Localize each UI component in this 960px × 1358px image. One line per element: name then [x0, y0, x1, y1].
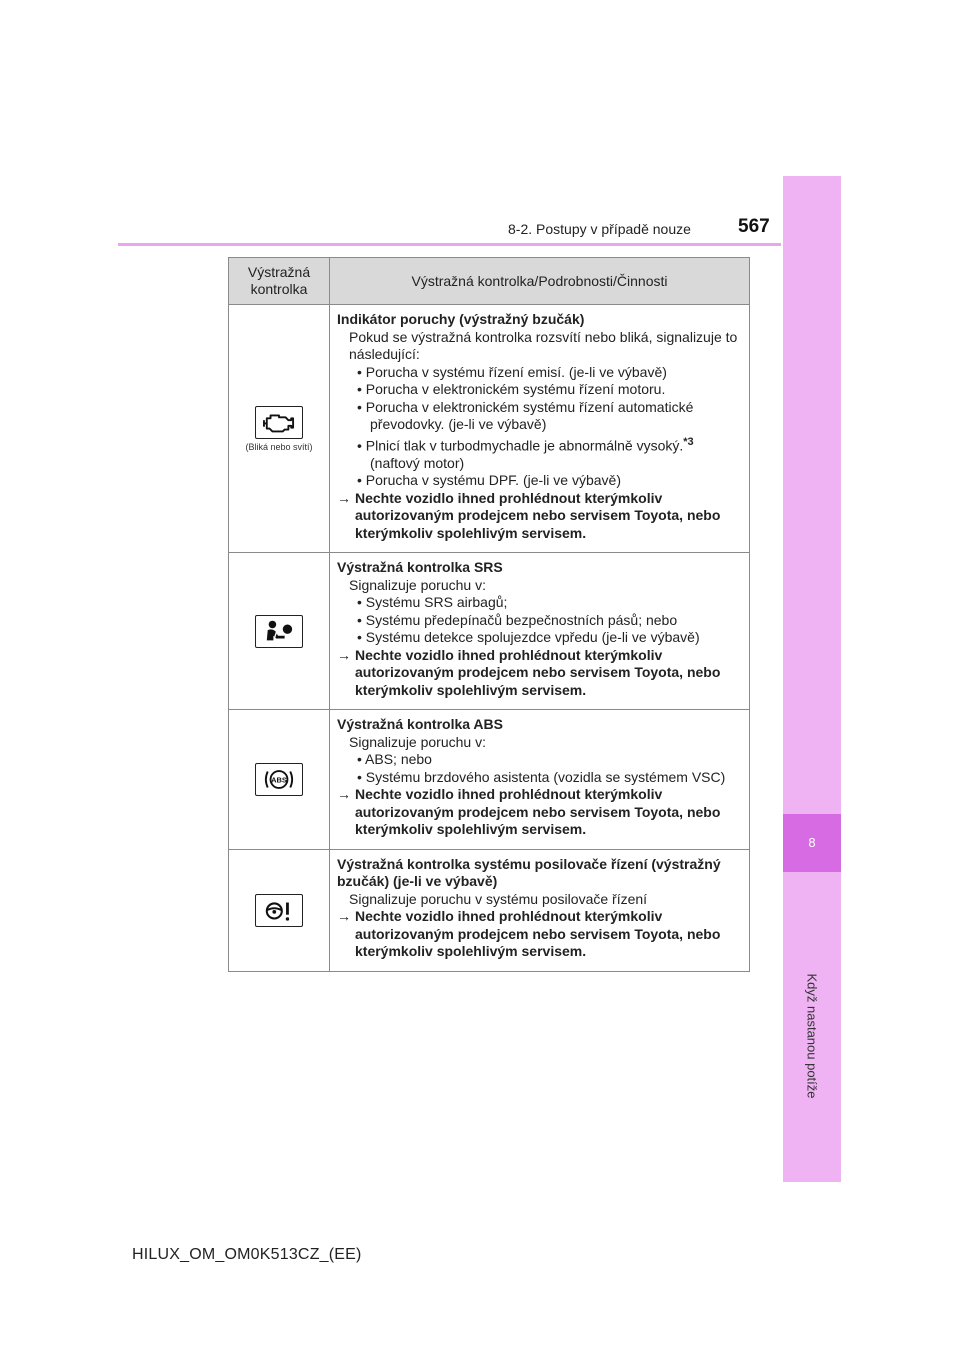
engine-icon: [255, 406, 303, 439]
item-title: Výstražná kontrolka SRS: [337, 559, 503, 576]
details-cell: [330, 553, 750, 710]
warning-lights-table: [228, 257, 750, 972]
action-text: → Nechte vozidlo ihned prohlédnout kterýmkoliv autorizovaným prodejcem nebo servisem Toyota, nebo kterýmkoliv spolehlivým servisem.: [337, 908, 721, 960]
bullet-continuation: (naftový motor): [370, 454, 465, 471]
chapter-label: Když nastanou potíže: [804, 973, 820, 1099]
details-cell: [330, 849, 750, 971]
bullet-item: • ABS; nebo: [357, 751, 432, 768]
arrow-icon: →: [337, 646, 351, 663]
footnote-ref: *3: [683, 435, 694, 448]
abs-icon-label: ABS: [271, 775, 287, 785]
item-intro: Signalizuje poruchu v:: [349, 733, 486, 750]
table-header-row: [229, 258, 750, 305]
table-row: [229, 305, 750, 553]
chapter-number: 8: [783, 814, 841, 872]
power-steering-icon: [255, 894, 303, 927]
bullet-item: • Systému SRS airbagů;: [357, 594, 508, 611]
icon-cell: [229, 849, 330, 971]
document-code: HILUX_OM_OM0K513CZ_(EE): [132, 1246, 362, 1263]
arrow-icon: →: [337, 908, 351, 925]
icon-note: (Bliká nebo svítí): [245, 441, 313, 452]
column-header-light: Výstražná kontrolka: [229, 258, 330, 305]
bullet-item: • Porucha v systému řízení emisí. (je-li ve výbavě): [357, 363, 667, 380]
item-intro: Pokud se výstražná kontrolka rozsvítí nebo bliká, signalizuje to následující:: [349, 328, 738, 362]
item-intro: Signalizuje poruchu v systému posilovače řízení: [349, 890, 648, 907]
bullet-item: • Systému brzdového asistenta (vozidla se systémem VSC): [357, 768, 726, 785]
table-row: [229, 849, 750, 971]
bullet-item: • Porucha v systému DPF. (je-li ve výbavě): [357, 472, 621, 489]
chapter-side-tab: [783, 176, 841, 1182]
details-cell: [330, 710, 750, 850]
abs-icon: [255, 763, 303, 796]
icon-cell: [229, 553, 330, 710]
header-rule: [118, 243, 781, 246]
table-row: [229, 710, 750, 850]
page-number: 567: [738, 216, 770, 237]
item-title: Výstražná kontrolka ABS: [337, 716, 503, 733]
column-header-details: Výstražná kontrolka/Podrobnosti/Činnosti: [330, 258, 750, 305]
icon-cell: [229, 305, 330, 553]
section-title: 8-2. Postupy v případě nouze: [508, 221, 691, 237]
item-intro: Signalizuje poruchu v:: [349, 576, 486, 593]
table-row: [229, 553, 750, 710]
item-title: Výstražná kontrolka systému posilovače řízení (výstražný bzučák) (je-li ve výbavě): [337, 855, 721, 890]
bullet-item: • Porucha v elektronickém systému řízení automatické převodovky. (je-li ve výbavě): [357, 398, 694, 432]
bullet-item: • Systému detekce spolujezdce vpředu (je-li ve výbavě): [357, 629, 700, 646]
details-cell: [330, 305, 750, 553]
bullet-item: • Porucha v elektronickém systému řízení motoru.: [357, 381, 666, 397]
bullet-item: • Systému předepínačů bezpečnostních pásů; nebo: [357, 611, 678, 628]
action-text: → Nechte vozidlo ihned prohlédnout kterýmkoliv autorizovaným prodejcem nebo servisem Toyota, nebo kterýmkoliv spolehlivým servisem.: [337, 489, 721, 541]
item-title: Indikátor poruchy (výstražný bzučák): [337, 311, 585, 327]
action-text: → Nechte vozidlo ihned prohlédnout kterýmkoliv autorizovaným prodejcem nebo servisem Toyota, nebo kterýmkoliv spolehlivým servisem.: [337, 786, 721, 838]
arrow-icon: →: [337, 786, 351, 803]
srs-airbag-icon: [255, 615, 303, 648]
action-text: → Nechte vozidlo ihned prohlédnout kterýmkoliv autorizovaným prodejcem nebo servisem Toyota, nebo kterýmkoliv spolehlivým servisem.: [337, 646, 721, 698]
icon-cell: [229, 710, 330, 850]
bullet-item: • Plnicí tlak v turbodmychadle je abnormálně vysoký.$^{*3}$: [357, 435, 694, 454]
arrow-icon: →: [337, 489, 351, 506]
